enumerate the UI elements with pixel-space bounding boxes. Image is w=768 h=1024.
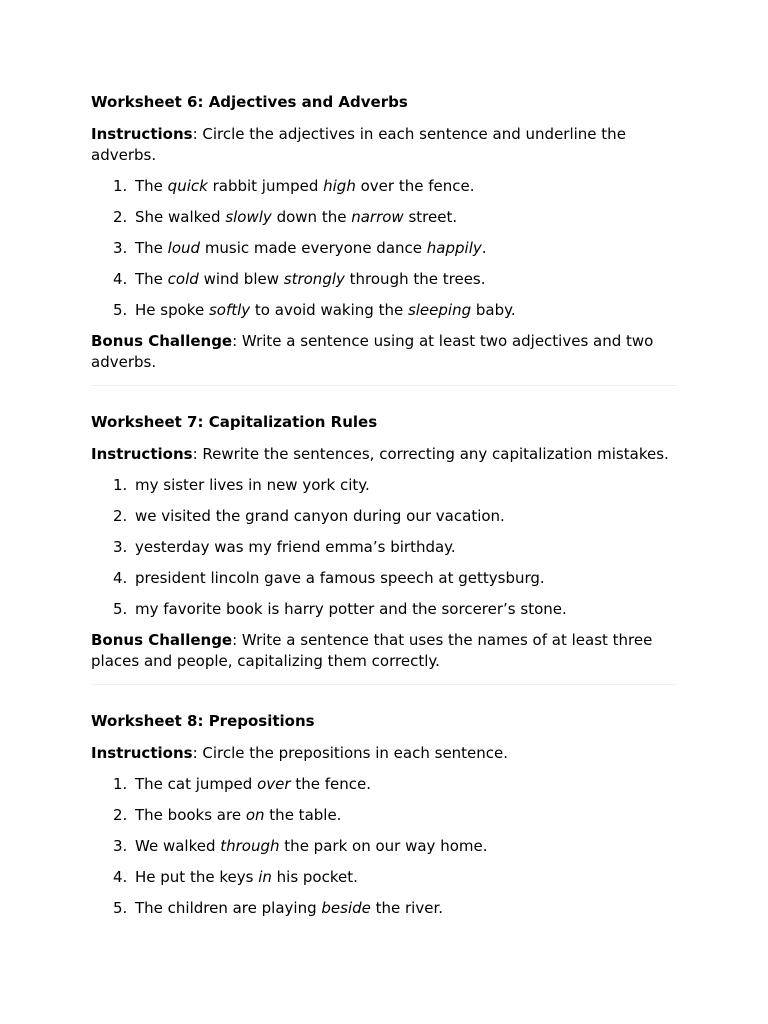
sentence-text: The children are playing [135,899,322,917]
bonus-label: Bonus Challenge [91,332,233,350]
emphasized-word: sleeping [407,301,472,319]
exercise-item [113,207,677,228]
exercise-item [113,774,677,795]
bonus-text: : Write a sentence using at least two adjectives and two adverbs. [91,332,654,371]
emphasized-word: through [220,837,280,855]
sentence-text: the park on our way home. [279,837,488,855]
emphasized-word: over [257,775,291,793]
section-divider [91,684,677,685]
sentence-text: president lincoln gave a famous speech at gettysburg. [135,569,545,587]
item-number: 1. [113,177,128,195]
emphasized-word: slowly [225,208,272,226]
item-number: 4. [113,569,128,587]
item-number: 3. [113,837,128,855]
bonus-text: : Write a sentence that uses the names of at least three places and people, capitalizing them correctly. [91,631,653,670]
sentence-text: street. [403,208,458,226]
exercise-item [113,269,677,290]
item-number: 5. [113,600,128,618]
bonus-challenge [91,630,677,672]
exercise-list [91,176,677,321]
instructions-label: Instructions [91,445,193,463]
emphasized-word: softly [208,301,251,319]
sentence-text: The cat jumped [135,775,258,793]
exercise-list [91,774,677,919]
sentence-text: music made everyone dance [200,239,427,257]
sentence-text: She walked [135,208,226,226]
sentence-text: wind blew [198,270,284,288]
worksheet-title: Worksheet 8: Prepositions [91,712,315,730]
item-number: 2. [113,507,128,525]
sentence-text: the fence. [290,775,371,793]
emphasized-word: loud [167,239,201,257]
sentence-text: over the fence. [355,177,475,195]
exercise-item [113,568,677,589]
item-number: 2. [113,806,128,824]
sentence-text: we visited the grand canyon during our vacation. [135,507,505,525]
sentence-text: He spoke [135,301,209,319]
exercise-item [113,475,677,496]
sentence-text: He put the keys [135,868,259,886]
item-number: 3. [113,239,128,257]
sentence-text: his pocket. [271,868,358,886]
emphasized-word: strongly [283,270,345,288]
sentence-text: The [135,239,168,257]
item-number: 1. [113,476,128,494]
sentence-text: my favorite book is harry potter and the sorcerer’s stone. [135,600,567,618]
sentence-text: The books are [135,806,246,824]
exercise-item [113,805,677,826]
instructions [91,124,677,166]
worksheet-6 [91,92,677,373]
worksheet-8 [91,711,677,919]
worksheets-content [91,92,677,929]
sentence-text: rabbit jumped [207,177,324,195]
emphasized-word: on [245,806,265,824]
sentence-text: the table. [264,806,342,824]
exercise-item [113,867,677,888]
sentence-text: baby. [471,301,516,319]
sentence-text: . [481,239,487,257]
instructions [91,743,677,764]
worksheet-7 [91,412,677,672]
bonus-label: Bonus Challenge [91,631,233,649]
exercise-item [113,176,677,197]
item-number: 4. [113,270,128,288]
exercise-item [113,238,677,259]
emphasized-word: high [323,177,356,195]
section-divider [91,385,677,386]
emphasized-word: happily [426,239,482,257]
item-number: 4. [113,868,128,886]
sentence-text: down the [271,208,352,226]
exercise-item [113,506,677,527]
exercise-item [113,599,677,620]
instructions-label: Instructions [91,744,193,762]
emphasized-word: quick [167,177,208,195]
exercise-item [113,537,677,558]
instructions-label: Instructions [91,125,193,143]
exercise-item [113,898,677,919]
emphasized-word: cold [167,270,199,288]
sentence-text: The [135,177,168,195]
item-number: 3. [113,538,128,556]
bonus-challenge [91,331,677,373]
worksheet-title: Worksheet 7: Capitalization Rules [91,413,378,431]
instructions-text: : Circle the adjectives in each sentence and underline the adverbs. [91,125,626,164]
sentence-text: to avoid waking the [250,301,408,319]
sentence-text: The [135,270,168,288]
exercise-item [113,836,677,857]
item-number: 1. [113,775,128,793]
sentence-text: through the trees. [344,270,486,288]
sentence-text: yesterday was my friend emma’s birthday. [135,538,456,556]
instructions-text: : Rewrite the sentences, correcting any capitalization mistakes. [192,445,669,463]
item-number: 2. [113,208,128,226]
exercise-item [113,300,677,321]
instructions-text: : Circle the prepositions in each sentence. [192,744,509,762]
emphasized-word: in [258,868,272,886]
exercise-list [91,475,677,620]
emphasized-word: beside [321,899,371,917]
sentence-text: We walked [135,837,221,855]
item-number: 5. [113,899,128,917]
item-number: 5. [113,301,128,319]
emphasized-word: narrow [351,208,404,226]
worksheet-title: Worksheet 6: Adjectives and Adverbs [91,93,408,111]
sentence-text: the river. [370,899,444,917]
instructions [91,444,677,465]
sentence-text: my sister lives in new york city. [135,476,370,494]
